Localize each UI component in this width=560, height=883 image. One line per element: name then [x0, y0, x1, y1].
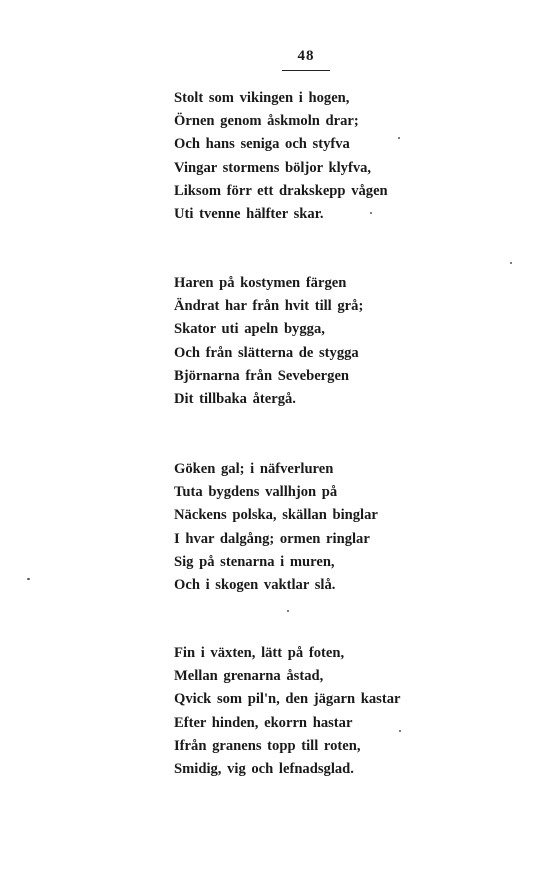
print-speck: [27, 578, 30, 580]
verse-line: Björnarna från Sevebergen: [174, 367, 350, 384]
verse-line: Näckens polska, skällan binglar: [174, 507, 378, 524]
page-number: 48: [297, 48, 315, 64]
verse-line: Qvick som pil'n, den jägarn kastar: [174, 691, 401, 708]
page-number-rule: [282, 70, 330, 71]
print-speck: [370, 212, 372, 214]
verse-line: Och från slätterna de stygga: [174, 344, 359, 361]
verse-line: Dit tillbaka återgå.: [174, 390, 296, 407]
verse-line: Fin i växten, lätt på foten,: [174, 645, 345, 661]
verse-line: Stolt som vikingen i hogen,: [174, 90, 350, 106]
verse-line: I hvar dalgång; ormen ringlar: [174, 530, 370, 547]
stanza-3: [174, 458, 378, 597]
verse-line: Liksom förr ett drakskepp vågen: [174, 182, 388, 199]
verse-line: Skator uti apeln bygga,: [174, 321, 325, 338]
verse-line: Haren på kostymen färgen: [174, 275, 347, 291]
stanza-1: [174, 87, 388, 226]
verse-line: Mellan grenarna åstad,: [174, 668, 324, 685]
verse-line: Smidig, vig och lefnadsglad.: [174, 760, 354, 777]
verse-line: Och i skogen vaktlar slå.: [174, 576, 336, 593]
stanza-4: [174, 642, 401, 781]
print-speck: [287, 610, 289, 612]
verse-line: Och hans seniga och styfva: [174, 136, 350, 153]
verse-line: Uti tvenne hälfter skar.: [174, 205, 324, 222]
verse-line: Vingar stormens böljor klyfva,: [174, 159, 372, 176]
stanza-2: [174, 272, 363, 411]
verse-line: Ändrat har från hvit till grå;: [174, 298, 364, 315]
verse-line: Ifrån granens topp till roten,: [174, 737, 361, 754]
print-speck: [510, 262, 512, 264]
verse-line: Efter hinden, ekorrn hastar: [174, 714, 353, 731]
verse-line: Göken gal; i näfverluren: [174, 461, 334, 477]
print-speck: [399, 730, 401, 732]
verse-line: Sig på stenarna i muren,: [174, 553, 335, 570]
verse-line: Tuta bygdens vallhjon på: [174, 484, 338, 501]
verse-line: Örnen genom åskmoln drar;: [174, 113, 359, 130]
print-speck: [398, 137, 400, 139]
